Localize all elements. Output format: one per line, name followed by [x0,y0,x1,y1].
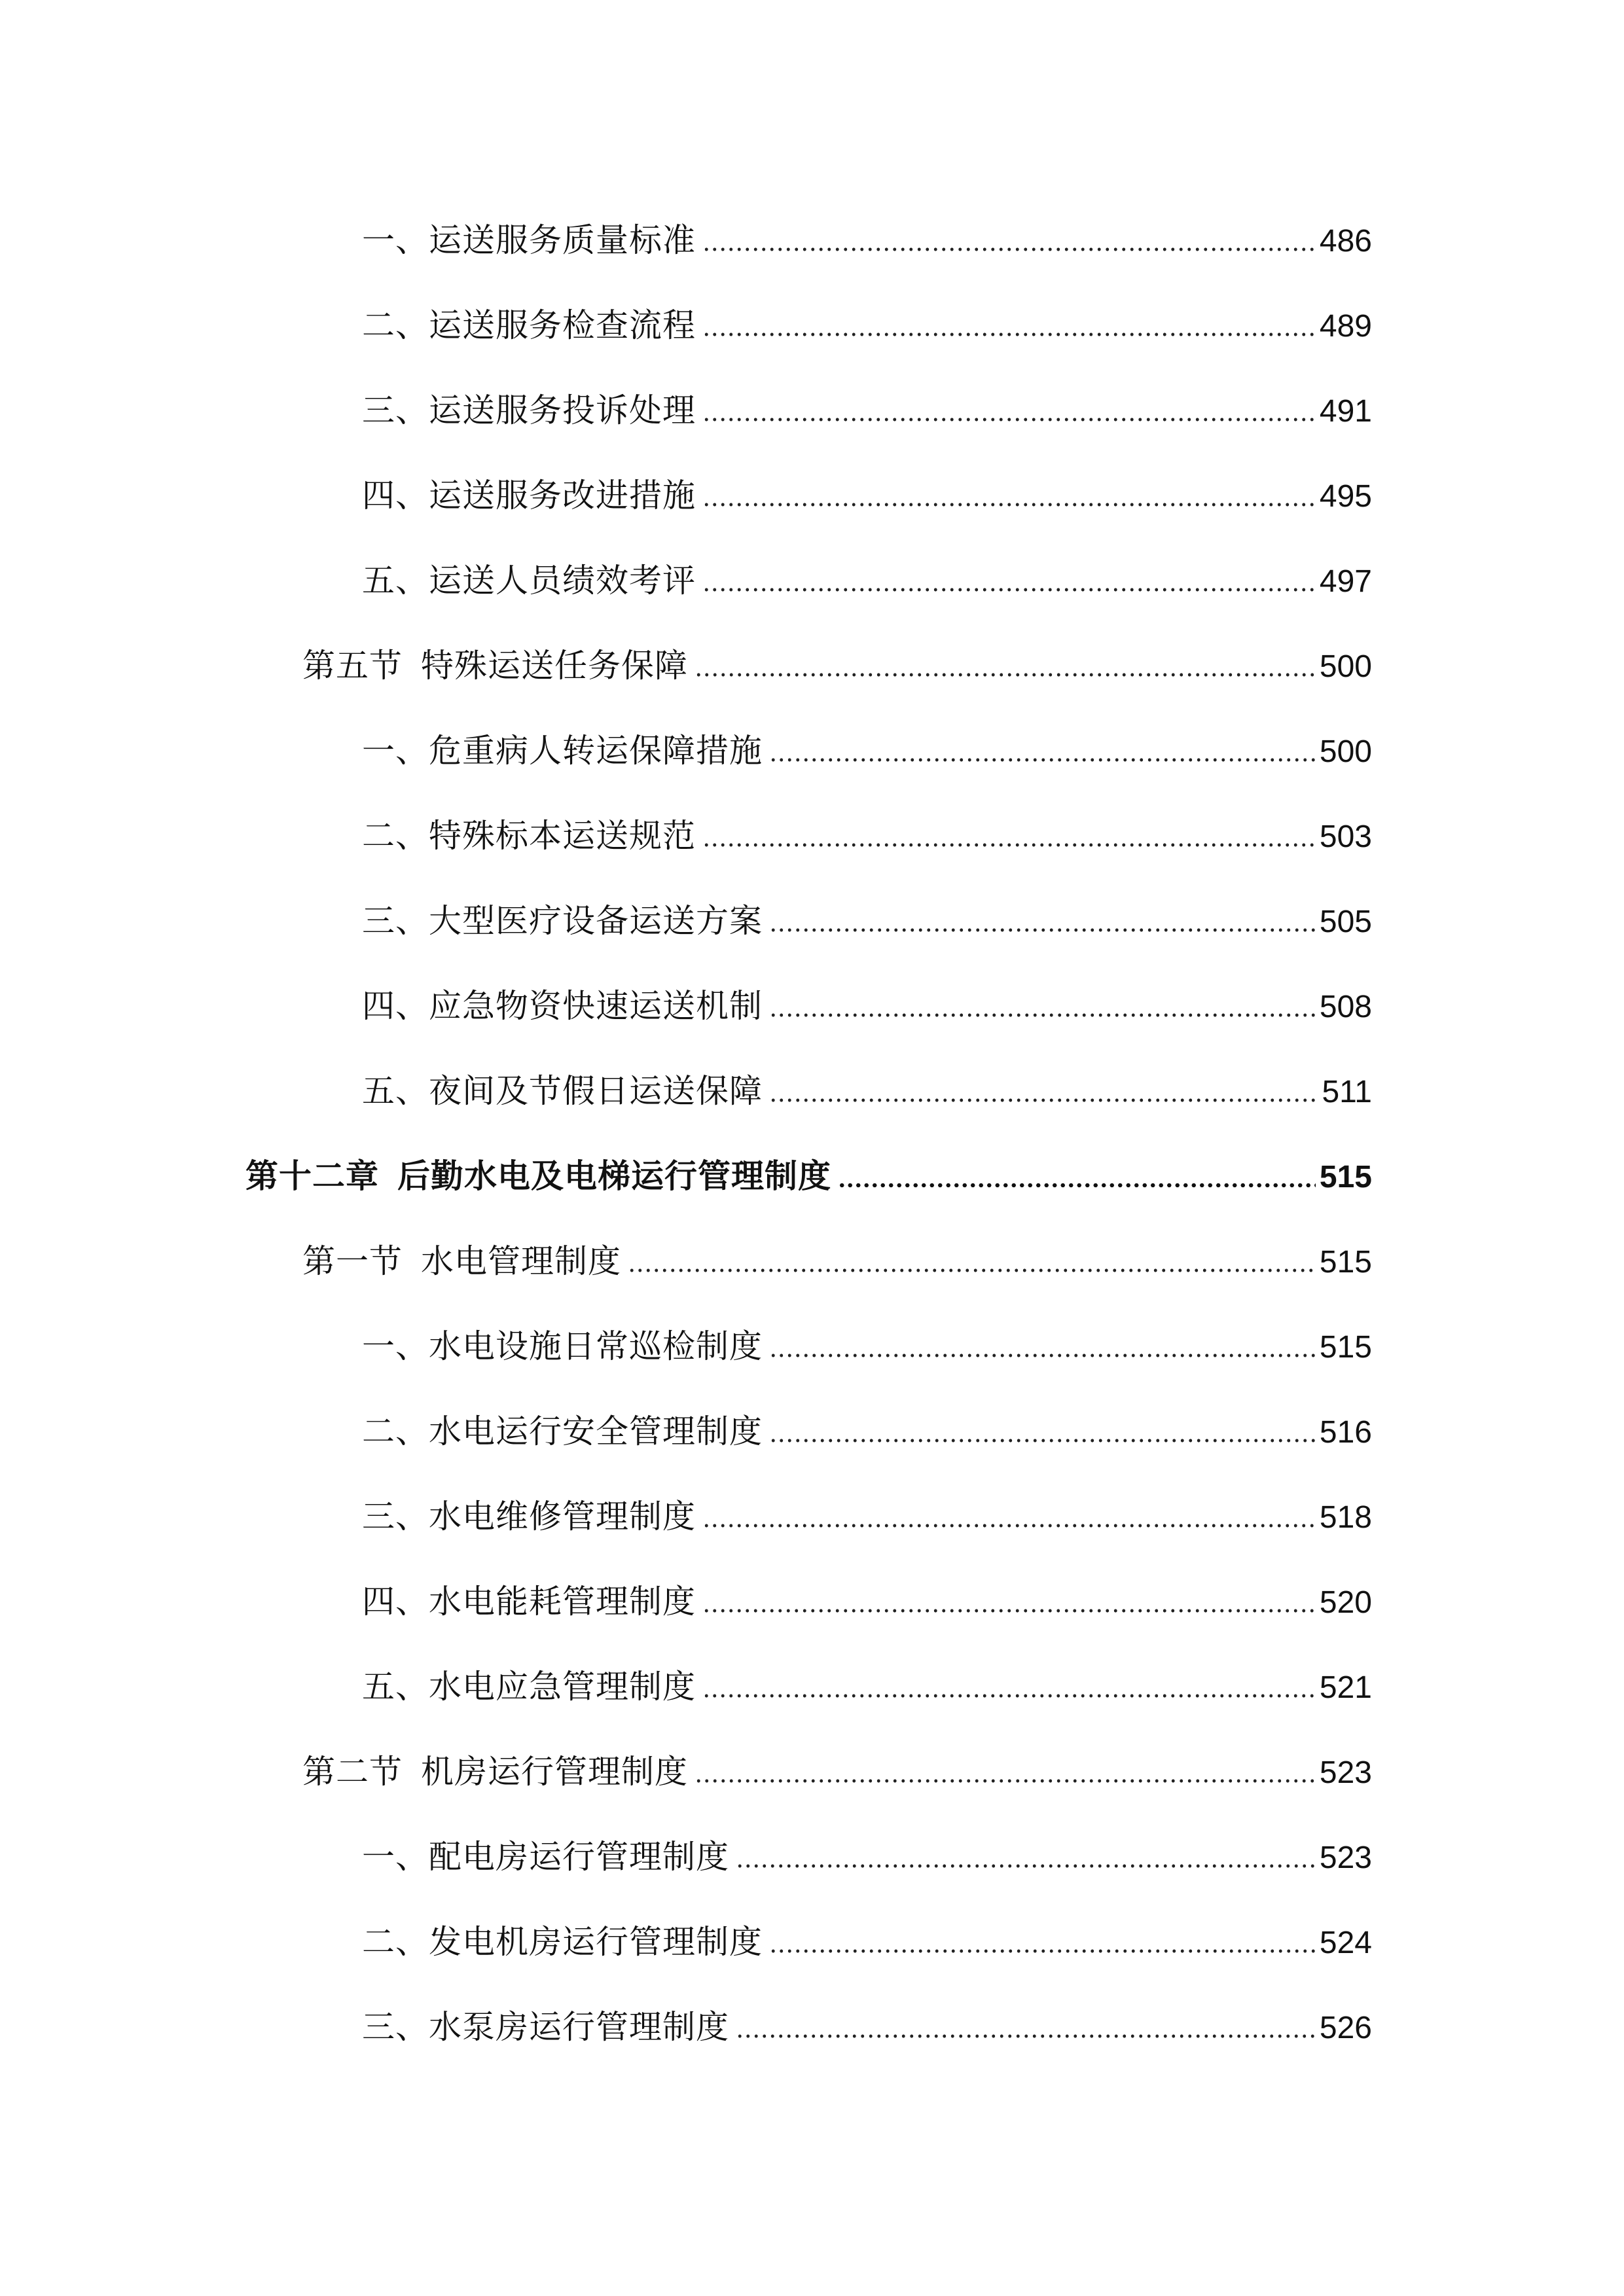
toc-entry-title: 四、应急物资快速运送机制 [362,987,763,1025]
dot-leader [769,1438,1316,1443]
dot-leader [838,1183,1316,1188]
toc-entry-title: 三、水电维修管理制度 [362,1498,696,1535]
toc-page-number: 497 [1319,564,1372,599]
toc-entry-title: 三、水泵房运行管理制度 [362,2008,729,2046]
toc-entry[interactable] [362,1062,1372,1121]
toc-entry[interactable] [362,1657,1372,1716]
toc-entry-title: 一、水电设施日常巡检制度 [362,1327,763,1365]
toc-entry[interactable] [362,1317,1372,1376]
toc-page-number: 486 [1319,224,1372,259]
toc-entry[interactable] [362,1572,1372,1631]
toc-entry[interactable] [362,1912,1372,1971]
toc-entry-title: 三、运送服务投诉处理 [362,391,696,429]
toc-entry[interactable] [362,1998,1372,2056]
dot-leader [702,1523,1316,1528]
toc-entry-title: 一、运送服务质量标准 [362,221,696,259]
toc-entry[interactable] [362,381,1372,440]
dot-leader [702,247,1316,252]
toc-page-number: 508 [1319,990,1372,1024]
toc-entry-title: 四、水电能耗管理制度 [362,1583,696,1621]
toc-entry-title: 第五节 特殊运送任务保障 [302,647,688,685]
dot-leader [769,927,1316,933]
dot-leader [702,1608,1316,1613]
toc-page-number: 500 [1319,649,1372,684]
toc-page-number: 526 [1319,2011,1372,2045]
toc-entry[interactable] [302,636,1372,695]
toc-entry[interactable] [362,551,1372,610]
toc-entry[interactable] [362,296,1372,355]
dot-leader [695,672,1316,677]
toc-page-number: 515 [1319,1160,1372,1194]
dot-leader [769,1013,1316,1018]
toc-page-number: 518 [1319,1500,1372,1535]
toc-entry-title: 一、危重病人转运保障措施 [362,732,763,770]
toc-entry-title: 二、特殊标本运送规范 [362,817,696,855]
dot-leader [769,1098,1318,1103]
toc-entry-title: 第一节 水电管理制度 [302,1242,621,1280]
toc-entry[interactable] [362,891,1372,950]
dot-leader [702,332,1316,337]
toc-entry[interactable] [302,1232,1372,1291]
toc-entry-title: 第二节 机房运行管理制度 [302,1753,688,1791]
toc-page-number: 515 [1319,1330,1372,1365]
toc-entry[interactable] [362,211,1372,270]
dot-leader [769,757,1316,762]
toc-entry[interactable] [362,466,1372,525]
dot-leader [702,842,1316,848]
dot-leader [628,1268,1316,1273]
dot-leader [769,1353,1316,1358]
toc-page-number: 500 [1319,734,1372,769]
toc-entry[interactable] [362,806,1372,865]
dot-leader [702,587,1316,592]
toc-entry-title: 五、夜间及节假日运送保障 [362,1072,763,1110]
toc-page-number: 505 [1319,905,1372,939]
toc-entry-title: 五、水电应急管理制度 [362,1668,696,1706]
dot-leader [702,502,1316,507]
toc-entry[interactable] [362,721,1372,780]
toc-page-number: 523 [1319,1755,1372,1790]
toc-entry[interactable] [362,977,1372,1035]
toc-page-number: 521 [1319,1670,1372,1705]
toc-entry[interactable] [362,1487,1372,1546]
dot-leader [702,1693,1316,1698]
toc-entry-title: 二、运送服务检查流程 [362,306,696,344]
toc-chapter-entry[interactable] [245,1147,1372,1206]
dot-leader [702,417,1316,422]
toc-entry[interactable] [362,1827,1372,1886]
toc-page-number: 511 [1322,1075,1372,1109]
toc-page-number: 524 [1319,1926,1372,1960]
toc-page-number: 491 [1319,394,1372,429]
toc-entry-title: 一、配电房运行管理制度 [362,1838,729,1876]
toc-entry-title: 四、运送服务改进措施 [362,476,696,514]
toc-entry-title: 二、发电机房运行管理制度 [362,1923,763,1961]
dot-leader [736,1863,1316,1869]
dot-leader [736,2034,1316,2039]
toc-entry[interactable] [362,1402,1372,1461]
toc-page-number: 489 [1319,309,1372,344]
toc-entry-title: 五、运送人员绩效考评 [362,562,696,600]
toc-page-number: 520 [1319,1585,1372,1620]
toc-entry-title: 二、水电运行安全管理制度 [362,1412,763,1450]
toc-entry[interactable] [302,1742,1372,1801]
toc-page-number: 495 [1319,479,1372,514]
dot-leader [769,1948,1316,1954]
toc-entry-title: 第十二章 后勤水电及电梯运行管理制度 [245,1157,831,1195]
toc-page-number: 503 [1319,819,1372,854]
toc-page-number: 523 [1319,1840,1372,1875]
toc-entry-title: 三、大型医疗设备运送方案 [362,902,763,940]
dot-leader [695,1778,1316,1784]
toc-page-number: 516 [1319,1415,1372,1450]
toc-page-number: 515 [1319,1245,1372,1280]
